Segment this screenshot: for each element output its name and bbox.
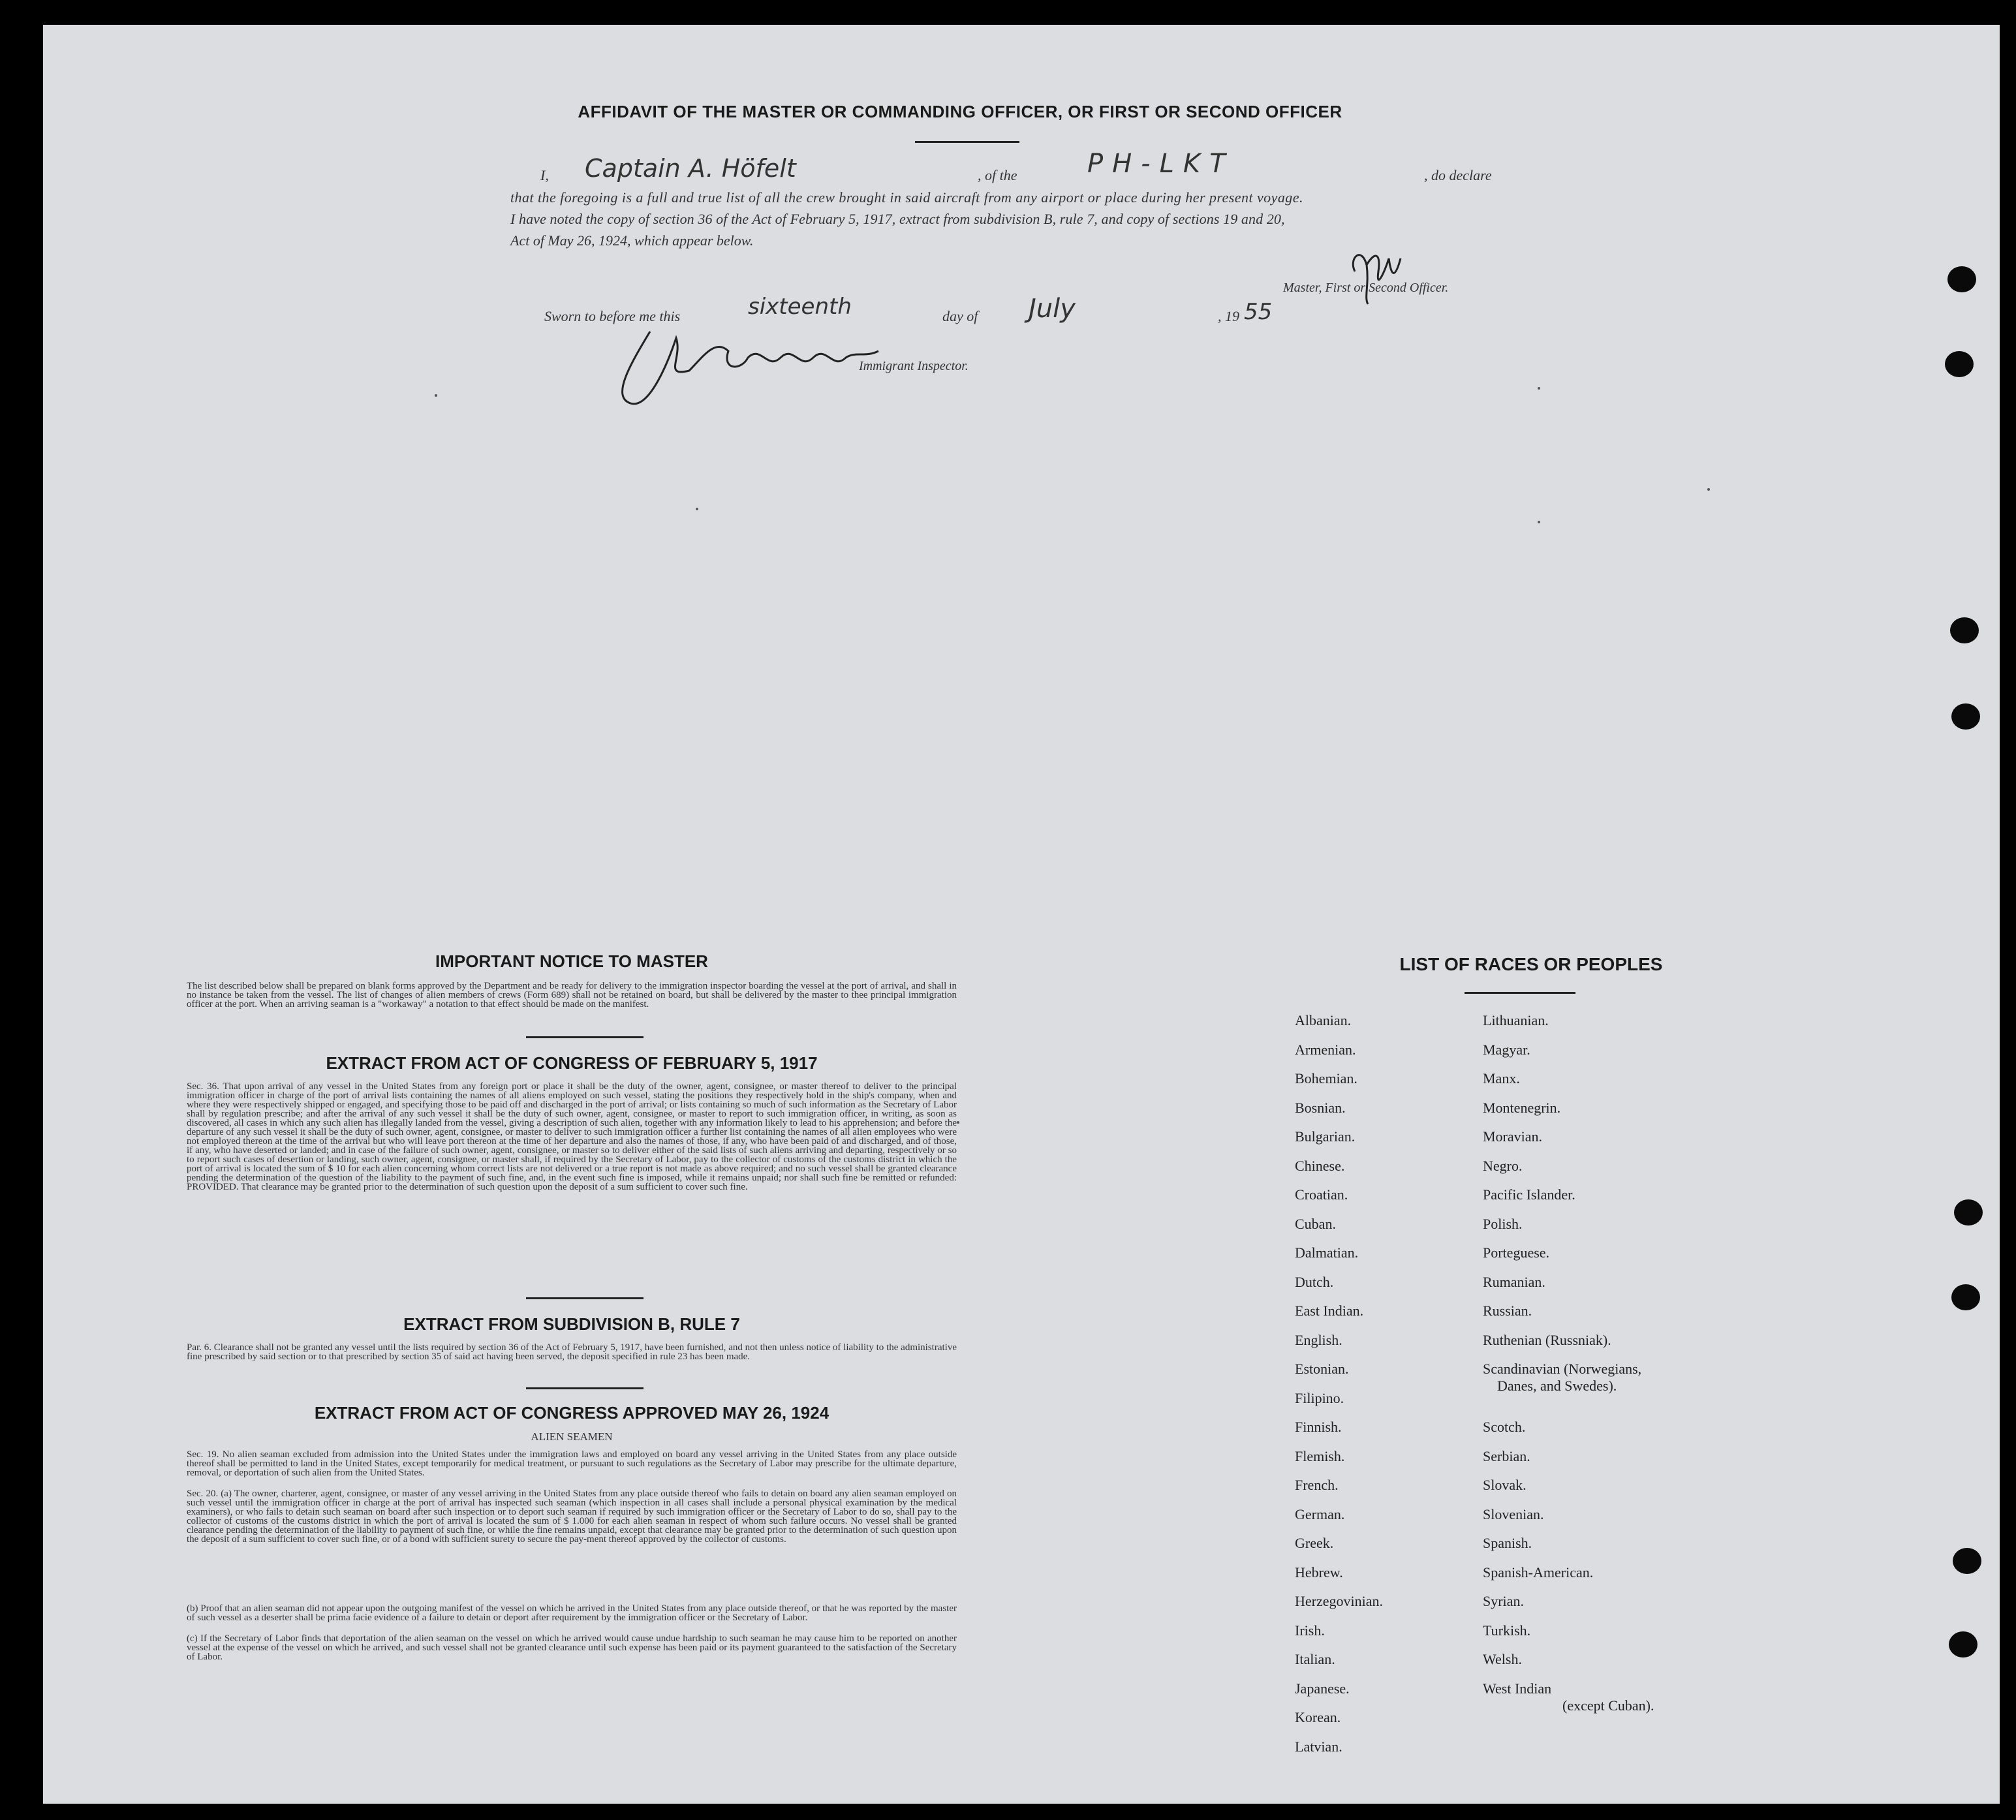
section-divider [526, 1387, 644, 1389]
race-item: Porteguese. [1483, 1244, 1550, 1261]
inspector-signature-text [670, 332, 789, 354]
race-item: Bulgarian. [1295, 1128, 1356, 1145]
race-item: Russian. [1483, 1303, 1532, 1319]
year-prefix: , 19 [1218, 308, 1239, 324]
extract-1924-title: EXTRACT FROM ACT OF CONGRESS APPROVED MAY 26, 1924 [314, 1403, 830, 1423]
race-item: Serbian. [1483, 1447, 1530, 1464]
race-item: (except Cuban). [1562, 1697, 1654, 1714]
race-item: West Indian [1483, 1680, 1552, 1697]
section-divider [526, 1036, 644, 1038]
race-item: Hebrew. [1295, 1564, 1343, 1581]
race-item: Latvian. [1295, 1738, 1342, 1755]
punch-hole [1949, 1631, 1977, 1658]
race-item: Armenian. [1295, 1041, 1356, 1058]
speck [696, 508, 698, 510]
race-item: Chinese. [1295, 1157, 1345, 1174]
affidavit-i: I, [540, 167, 549, 183]
race-item: Spanish. [1483, 1535, 1532, 1551]
races-column-1 [1295, 1006, 1383, 1761]
speck [957, 1121, 959, 1124]
document-page [43, 25, 2000, 1804]
punch-hole [1953, 1548, 1981, 1574]
race-item: Bohemian. [1295, 1070, 1357, 1087]
race-item: Slovak. [1483, 1477, 1527, 1493]
race-item: Pacific Islander. [1483, 1186, 1575, 1203]
race-item: Spanish-American. [1483, 1564, 1594, 1581]
race-item: Dutch. [1295, 1273, 1334, 1290]
race-item: Montenegrin. [1483, 1099, 1561, 1116]
race-item: Japanese. [1295, 1680, 1350, 1697]
day-of-text: day of [942, 308, 978, 324]
race-item: Greek. [1295, 1535, 1334, 1551]
punch-hole [1950, 617, 1979, 643]
speck [1707, 488, 1710, 491]
sec-19-text: Sec. 19. No alien seaman excluded from admission into the United States under the immigration laws and employed on board any vessel arriving in the United States from any place outside thereof shall be permitted to land in the United States, except temporarily for medical treatment, or pursuant to such regulations as the Secretary of Labor may prescribe for the ultimate departure, removal, or deportation of such alien from the United States. [187, 1449, 957, 1478]
extract-1917-text: Sec. 36. That upon arrival of any vessel in the United States from any foreign port or place it shall be the duty of the owner, agent, consignee, or master thereof to deliver to the principal immigration officer in charge of the port of arrival lists containing the names of all aliens employed on such vessel, stating the positions they respectively hold in the ship's company, when and where they were respectively shipped or engaged, and specifying those to be paid off and discharged in the port of arrival; or lists containing so much of such information as the Secretary of Labor shall by regulation prescribe; and after the arrival of any such vessel it shall be the duty of such owner, agent, consignee, or master to report to such immigration officer, in writing, as soon as discovered, all cases in which any such alien has illegally landed from the vessel, giving a description of such alien, together with any information likely to lead to his apprehension; and before the departure of any such vessel it shall be the duty of such owner, agent, consignee, or master to deliver to such immigration officer a further list containing the names of all alien employees who were not employed thereon at the time of the arrival but who will leave port thereon at the time of her departure and also the names of those, if any, who have been paid of and discharged, and of those, if any, who have deserted or landed; and in case of the failure of such owner, agent, consignee, or master so to deliver either of the said lists of such aliens arriving and departing, respectively or so to report such cases of desertion or landing, such owner, agent, consignee, or master shall, if required by the Secretary of Labor, pay to the collector of customs of the customs district in which the port of arrival is located the sum of $ 10 for each alien concerning whom correct lists are not delivered or a true report is not made as above required; and no such vessel shall be granted clearance pending the determination of the question of the liability to the payment of such fine, and, in the event such fine is imposed, while it remains unpaid; nor shall such fine be remitted or refunded: PROVIDED. That clearance may be granted prior to the determination of such question upon the deposit of a sum sufficient to cover such fine. [187, 1081, 957, 1192]
affidavit-line-4: Act of May 26, 1924, which appear below. [510, 232, 754, 249]
sworn-text: Sworn to before me this [544, 308, 681, 324]
punch-hole [1945, 351, 1974, 377]
race-item: Finnish. [1295, 1419, 1342, 1435]
race-item: Syrian. [1483, 1593, 1524, 1609]
speck [1538, 387, 1540, 390]
race-item: Rumanian. [1483, 1273, 1545, 1290]
sec-20c-text: (c) If the Secretary of Labor finds that deportation of the alien seaman on the vessel on which he arrived would cause undue hardship to such seaman he may cause him to be reported on another vessel at the expense of the vessel on which he arrived, and such vessel shall not be granted clearance until such expense has been paid or its payment guaranteed to the satisfaction of the Secretary of Labor. [187, 1633, 957, 1662]
races-divider [1465, 992, 1575, 994]
race-item: Manx. [1483, 1070, 1520, 1087]
punch-hole [1947, 266, 1976, 292]
punch-hole [1951, 1284, 1980, 1310]
races-column-2 [1483, 1006, 1654, 1714]
race-item: Polish. [1483, 1215, 1523, 1232]
sec-20a-text: Sec. 20. (a) The owner, charterer, agent, consignee, or master of any vessel arriving in the United States from any place outside thereof who fails to detain on board any alien seaman employed on such vessel until the immigration officer in charge at the port of arrival has inspected such seaman (which inspection in all cases shall include a personal physical examination by the medical examiners), or who fails to detain such seaman on board after such inspection or to deport such seaman if required by such immigration officer or the Secretary of Labor to do so, shall pay to the collector of customs of the customs district in which the port of arrival is located the sum of $ 1.000 for each alien seaman in respect of whom such failure occurs. No vessel shall be granted clearance pending the determination of the liability to payment of such fine, or while the fine remains unpaid, except that clearance may be granted prior to the determination of such question upon the deposit of a sum sufficient to cover such fine, or of a bond with sufficient surety to secure the pay-ment thereof approved by the collector of customs. [187, 1488, 957, 1545]
affidavit-line-3: I have noted the copy of section 36 of the Act of February 5, 1917, extract from subdivision B, rule 7, and copy of sections 19 and 20, [510, 211, 1285, 227]
inspector-label: Immigrant Inspector. [859, 359, 969, 373]
race-item: Dalmatian. [1295, 1244, 1359, 1261]
race-item: Croatian. [1295, 1186, 1348, 1203]
title-divider [915, 141, 1019, 143]
race-item: Negro. [1483, 1157, 1523, 1174]
races-title: LIST OF RACES OR PEOPLES [1399, 954, 1663, 974]
race-item: Welsh. [1483, 1651, 1522, 1667]
affidavit-of-the: , of the [978, 167, 1017, 183]
punch-hole [1954, 1199, 1983, 1226]
race-item: Bosnian. [1295, 1099, 1346, 1116]
race-item: German. [1295, 1505, 1345, 1522]
race-item: Albanian. [1295, 1012, 1352, 1028]
alien-seamen-subtitle: ALIEN SEAMEN [531, 1430, 613, 1443]
race-item: Magyar. [1483, 1041, 1530, 1058]
race-item: Scotch. [1483, 1419, 1526, 1435]
affidavit-do-declare: , do declare [1424, 167, 1492, 183]
race-item: Flemish. [1295, 1447, 1345, 1464]
notice-title: IMPORTANT NOTICE TO MASTER [435, 951, 708, 971]
race-item: Ruthenian (Russniak). [1483, 1331, 1611, 1348]
race-item: Italian. [1295, 1651, 1335, 1667]
race-item: Cuban. [1295, 1215, 1336, 1232]
race-item: Turkish. [1483, 1622, 1531, 1639]
year-handwritten: 55 [1244, 299, 1273, 325]
punch-hole [1951, 703, 1980, 730]
race-item: Slovenian. [1483, 1505, 1544, 1522]
master-label: Master, First or Second Officer. [1283, 281, 1449, 295]
aircraft-handwritten: PH-LKT [1087, 149, 1235, 179]
race-item: Scandinavian (Norwegians, [1483, 1361, 1642, 1377]
race-item: Lithuanian. [1483, 1012, 1549, 1028]
race-item: Danes, and Swedes). [1497, 1378, 1617, 1394]
affidavit-title: AFFIDAVIT OF THE MASTER OR COMMANDING OFFICER, OR FIRST OR SECOND OFFICER [578, 102, 1342, 121]
race-item: French. [1295, 1477, 1339, 1493]
extract-1917-title: EXTRACT FROM ACT OF CONGRESS OF FEBRUARY 5, 1917 [326, 1053, 818, 1073]
master-signature [1335, 232, 1407, 311]
race-item: Estonian. [1295, 1361, 1349, 1377]
section-divider [526, 1297, 644, 1299]
race-item: Korean. [1295, 1709, 1341, 1725]
rule-7-title: EXTRACT FROM SUBDIVISION B, RULE 7 [403, 1314, 740, 1334]
race-item: Irish. [1295, 1622, 1325, 1639]
master-name-handwritten: Captain A. Höfelt [585, 154, 796, 183]
day-handwritten: sixteenth [748, 294, 852, 320]
affidavit-line-2: that the foregoing is a full and true list of all the crew brought in said aircraft from any airport or place during her present voyage. [510, 189, 1303, 206]
race-item: Herzegovinian. [1295, 1593, 1383, 1609]
sec-20b-text: (b) Proof that an alien seaman did not appear upon the outgoing manifest of the vessel on which he arrived in the United States from any place outside thereof, or that he was reported by the master of such vessel as a deserter shall be prima facie evidence of a failure to detain or deport after requirement by the immigration officer or the Secretary of Labor. [187, 1603, 957, 1623]
race-item: English. [1295, 1331, 1342, 1348]
notice-text: The list described below shall be prepared on blank forms approved by the Department and be ready for delivery to the immigration inspector boarding the vessel at the port of arrival, and shall in no instance be taken from the vessel. The list of changes of alien members of crews (Form 689) shall not be retained on board, but shall be delivered by the master to thee principal immigration officer at the port. When an arriving seaman is a "workaway" a notation to that effect should be made on the manifest. [187, 981, 957, 1010]
speck [1538, 521, 1540, 523]
month-handwritten: July [1029, 294, 1076, 324]
race-item: Moravian. [1483, 1128, 1543, 1145]
race-item: Filipino. [1295, 1389, 1344, 1406]
race-item: East Indian. [1295, 1303, 1364, 1319]
inspector-signature [604, 312, 892, 410]
speck [435, 394, 437, 397]
rule-7-text: Par. 6. Clearance shall not be granted any vessel until the lists required by section 36 of the Act of February 5, 1917, have been furnished, and not then unless notice of liability to the administrative fine prescribed by said section or to that prescribed by section 35 of said act having been served, the deposit specified in rule 23 has been made. [187, 1342, 957, 1362]
